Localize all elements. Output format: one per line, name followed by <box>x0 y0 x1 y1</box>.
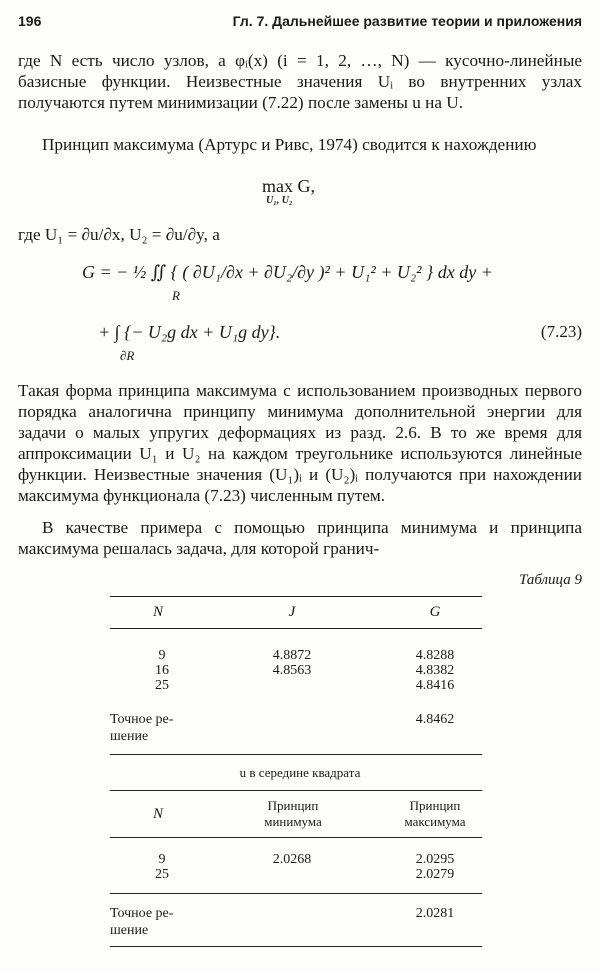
table2-row2-max: 2.0279 <box>415 867 455 882</box>
table1-bottom-rule <box>110 754 482 755</box>
table2-top-rule <box>110 790 482 791</box>
paragraph-3-text: где U₁ = ∂u/∂x, U₂ = ∂u/∂y, а <box>18 225 220 244</box>
chapter-title: Гл. 7. Дальнейшее развитие теории и приложения <box>232 13 582 29</box>
table1-row1-n: 9 <box>158 648 166 663</box>
table2-exact-label-2: шение <box>110 923 149 938</box>
table-caption: Таблица 9 <box>519 572 582 588</box>
table2-row1-max: 2.0295 <box>415 852 455 867</box>
paragraph-5 <box>18 517 582 559</box>
paragraph-3 <box>18 224 582 245</box>
table2-header-n: N <box>152 806 163 822</box>
page-number: 196 <box>18 13 42 29</box>
table2-mid-rule <box>110 893 482 894</box>
formula-G-expression-1: G = − ½ ∬ { ( ∂U₁/∂x + ∂U₂/∂y )² + U₁² + U₂² } dx dy + <box>82 262 493 282</box>
table1-row1-g: 4.8288 <box>415 648 455 663</box>
table1-exact-label-2: шение <box>110 729 149 744</box>
table1-header-j: J <box>288 604 296 620</box>
table1-row3-n: 25 <box>155 678 169 693</box>
table1-row3-g: 4.8416 <box>415 678 455 693</box>
table2-header-min-2: минимума <box>264 814 322 829</box>
table1-row1-j: 4.8872 <box>272 648 312 663</box>
table1-row2-g: 4.8382 <box>415 663 455 678</box>
table2-title <box>0 765 600 781</box>
paragraph-2-text: Принцип максимума (Артурс и Ривс, 1974) сводится к нахождению <box>42 135 537 154</box>
equation-number: (7.23) <box>540 322 582 341</box>
paragraph-5-text: В качестве примера с помощью принципа минимума и принципа максимума решалась задача, для которой гранич- <box>18 518 582 558</box>
paragraph-4-text: Такая форма принципа максимума с использованием производных первого порядка аналогична принципу минимума дополнительной энергии для задачи о малых упругих деформациях из разд. 2.6. В то же время для аппроксимации U₁ и U₂ на каждом треугольнике используются линейные функции. Неизвестные значения (U₁)ᵢ и (U₂)ᵢ получаются при нахождении максимума функционала (7.23) численным путем. <box>18 381 582 505</box>
table2-row2-n: 25 <box>155 867 169 882</box>
table1-header-n: N <box>152 604 163 620</box>
table2-bottom-rule <box>110 946 482 947</box>
table1-exact-value: 4.8462 <box>415 712 455 727</box>
table2-row1-min: 2.0268 <box>272 852 312 867</box>
formula-max <box>262 176 315 206</box>
formula-max-op: max G, <box>262 176 315 196</box>
paragraph-1-text: где N есть число узлов, а φᵢ(x) (i = 1, 2, …, N) — кусочно-линейные базисные функции. Неизвестные значения Uᵢ во внутренних узлах получаются путем минимизации (7.22) после замены u на U. <box>18 51 582 112</box>
formula-G-region-2: ∂R <box>120 348 135 363</box>
formula-max-subscript: U₁, U₂ <box>266 195 293 206</box>
formula-G-line-2 <box>98 322 280 343</box>
table2-header-rule <box>110 837 482 838</box>
formula-G-region-1: R <box>172 288 180 303</box>
running-header <box>18 13 582 33</box>
table1-exact-label-1: Точное ре- <box>110 712 174 727</box>
paragraph-4 <box>18 380 582 506</box>
table1-row2-n: 16 <box>155 663 169 678</box>
table2-header-max-1: Принцип <box>409 798 461 813</box>
table2-exact-label-1: Точное ре- <box>110 906 174 921</box>
table1-row2-j: 4.8563 <box>272 663 312 678</box>
formula-G-expression-2: + ∫ {− U₂g dx + U₁g dy}. <box>98 322 281 342</box>
table1-top-rule <box>110 596 482 597</box>
table2-exact-value: 2.0281 <box>415 906 455 921</box>
table2-header-max-2: максимума <box>404 814 466 829</box>
table2-header-min-1: Принцип <box>267 798 319 813</box>
paragraph-2 <box>18 134 582 155</box>
table2-title-text: u в середине квадрата <box>239 765 361 780</box>
table1-header-g: G <box>429 604 441 620</box>
paragraph-1 <box>18 50 582 113</box>
formula-G-line-1 <box>82 262 493 283</box>
table2-row1-n: 9 <box>158 852 166 867</box>
table1-header-rule <box>110 628 482 629</box>
